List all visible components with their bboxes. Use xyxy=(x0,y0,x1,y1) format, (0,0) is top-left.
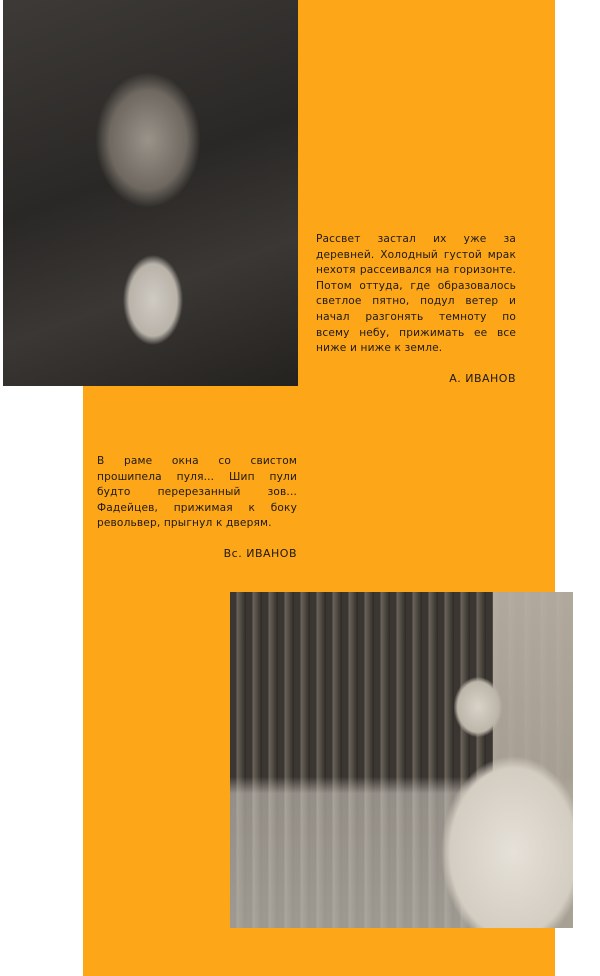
quote-text: Рассвет застал их уже за деревней. Холодный густой мрак нехотя рассеивался на горизонте. Потом оттуда, где образовалось светлое пятно, подул ветер и начал разгонять темноту по всему небу, прижимать ее все ниже и ниже к земле. xyxy=(316,233,516,355)
quote-author: Вс. ИВАНОВ xyxy=(223,546,297,560)
quote-author: А. ИВАНОВ xyxy=(449,371,516,385)
portrait-photo-pipe xyxy=(3,0,298,386)
quote-text: В раме окна со свистом прошипела пуля... Шип пули будто перерезанный зов... Фадейцев, прижимая к боку револьвер, прыгнул к дверям. xyxy=(97,455,297,530)
photo-writer-at-desk xyxy=(230,592,573,928)
photo-writer-figure xyxy=(403,662,573,928)
quote-block-a-ivanov xyxy=(316,232,516,386)
quote-block-vs-ivanov xyxy=(97,454,297,562)
